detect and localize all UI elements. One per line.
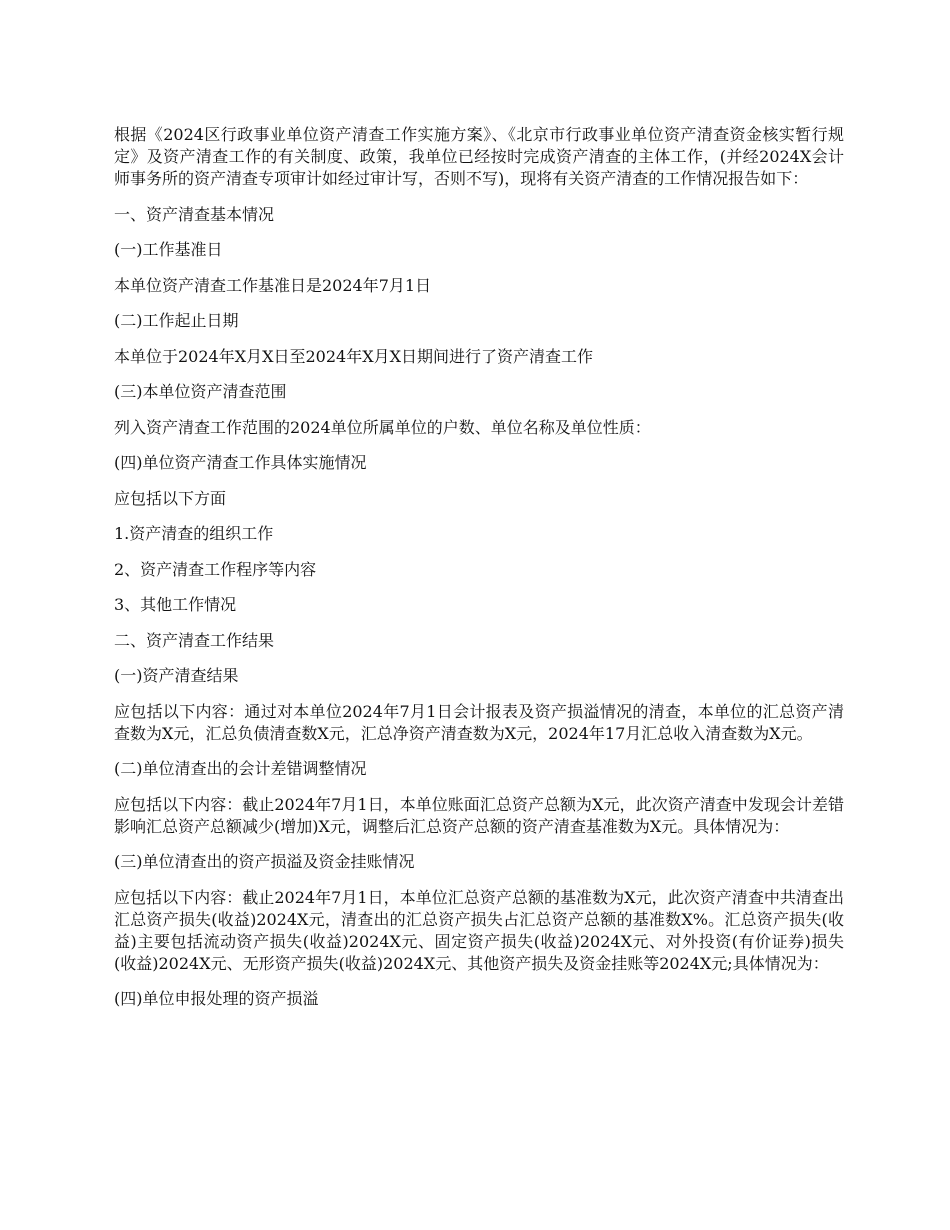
subsection-heading: (四)单位申报处理的资产损溢: [114, 989, 319, 1008]
section-heading-1: 一、资产清查基本情况: [114, 204, 275, 224]
body-paragraph: 列入资产清查工作范围的2024单位所属单位的户数、单位名称及单位性质：: [114, 417, 651, 437]
list-item: 2、资产清查工作程序等内容: [114, 559, 317, 579]
subsection-heading: (三)单位清查出的资产损溢及资金挂账情况: [114, 852, 415, 871]
list-item: 3、其他工作情况: [114, 595, 237, 614]
body-paragraph: 应包括以下内容：截止2024年7月1日，本单位账面汇总资产总额为X元，此次资产清查中发现会计差错影响汇总资产总额减少(增加)X元，调整后汇总资产总额的资产清查基准数为X元。具体情况为：: [114, 794, 844, 836]
subsection-heading: (二)工作起止日期: [114, 311, 239, 330]
body-paragraph: 应包括以下内容：截止2024年7月1日，本单位汇总资产总额的基准数为X元，此次资产清查中共清查出汇总资产损失(收益)2024X元，清查出的汇总资产损失占汇总资产总额的基准数X%。汇总资产损失(收益)主要包括流动资产损失(收益)2024X元、固定资产损失(收益)2024X元、对外投资(有价证券)损失(收益)2024X元、无形资产损失(收益)2024X元、其他资产损失及资金挂账等2024X元;具体情况为：: [114, 887, 844, 973]
list-item: 1.资产清查的组织工作: [114, 524, 274, 543]
subsection-heading: (二)单位清查出的会计差错调整情况: [114, 759, 367, 778]
document-page: [114, 124, 844, 1024]
subsection-heading: (一)资产清查结果: [114, 666, 239, 685]
body-paragraph: 应包括以下方面: [114, 488, 227, 508]
subsection-heading: (一)工作基准日: [114, 240, 223, 259]
section-heading-2: 二、资产清查工作结果: [114, 630, 275, 650]
body-paragraph: 本单位于2024年X月X日至2024年X月X日期间进行了资产清查工作: [114, 346, 594, 366]
subsection-heading: (三)本单位资产清查范围: [114, 382, 287, 401]
intro-paragraph: 根据《2024区行政事业单位资产清查工作实施方案》、《北京市行政事业单位资产清查资金核实暂行规定》及资产清查工作的有关制度、政策，我单位已经按时完成资产清查的主体工作，(并经2024X会计师事务所的资产清查专项审计如经过审计写，否则不写)，现将有关资产清查的工作情况报告如下：: [114, 125, 844, 188]
subsection-heading: (四)单位资产清查工作具体实施情况: [114, 453, 367, 472]
body-paragraph: 本单位资产清查工作基准日是2024年7月1日: [114, 275, 432, 295]
body-paragraph: 应包括以下内容：通过对本单位2024年7月1日会计报表及资产损溢情况的清查，本单位的汇总资产清查数为X元，汇总负债清查数X元，汇总净资产清查数为X元，2024年17月汇总收入清查数为X元。: [114, 701, 844, 743]
